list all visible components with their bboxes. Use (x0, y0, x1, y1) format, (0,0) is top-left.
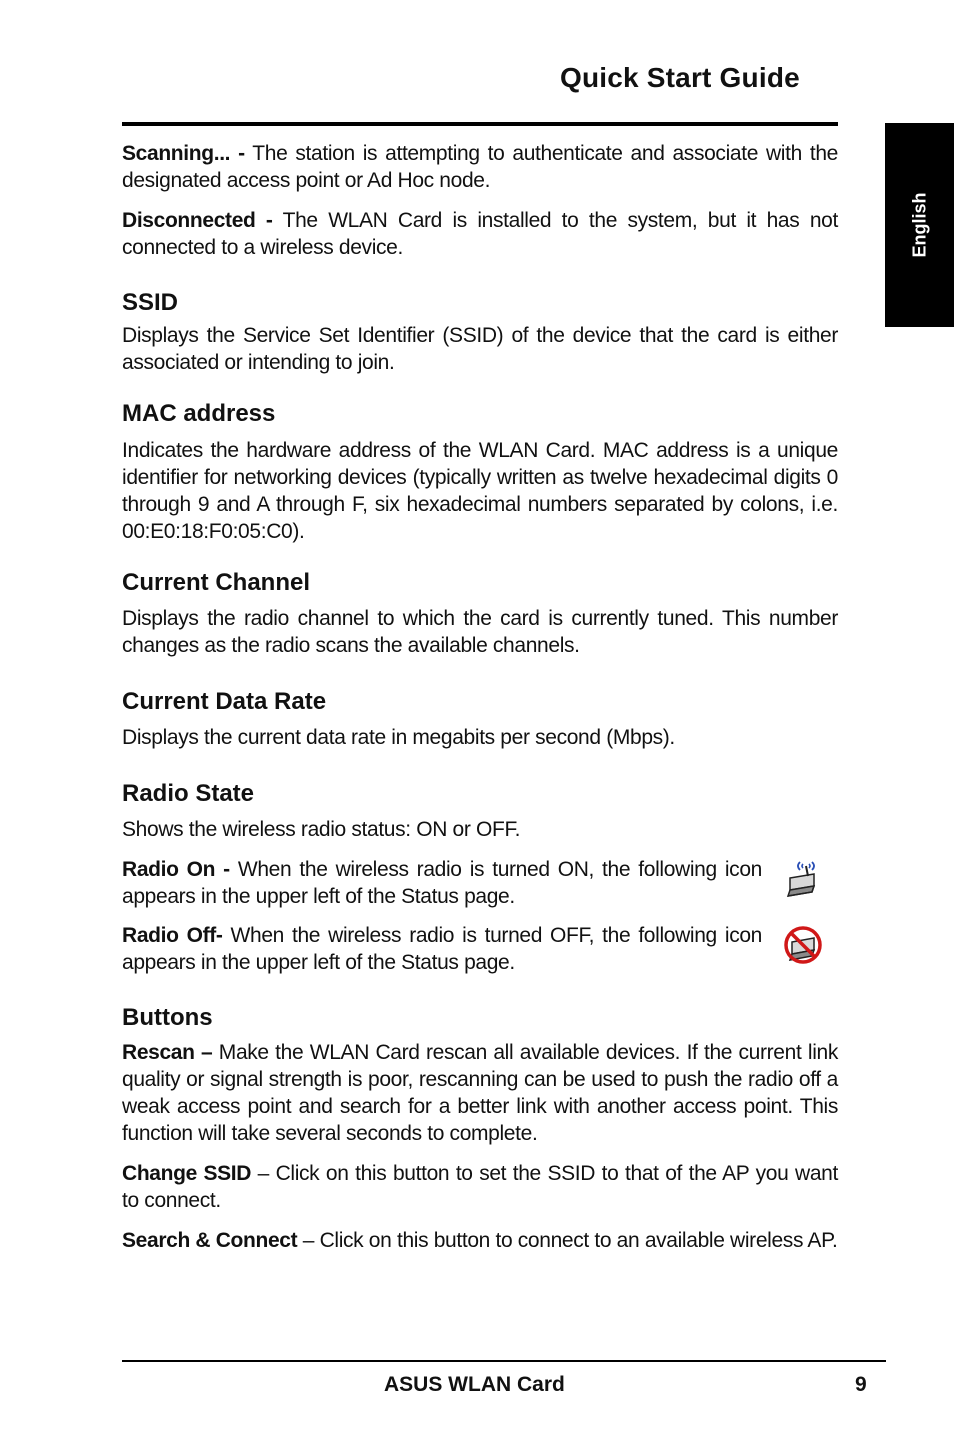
buttons-heading: Buttons (122, 1004, 213, 1031)
mac-text: Indicates the hardware address of the WLAN Card. MAC address is a unique identifier for networking devices (typically written as twelve hexadecimal digits 0 through 9 and A through F, six hexadecimal numbers separated by colons, i.e. 00:E0:18:F0:05:C0). (122, 439, 838, 543)
ssid-text: Displays the Service Set Identifier (SSID) of the device that the card is either associated or intending to join. (122, 324, 838, 374)
scanning-term: Scanning... - (122, 142, 245, 165)
disconnected-text: The WLAN Card is installed to the system, but it has not connected to a wireless device. (122, 209, 838, 259)
channel-text: Displays the radio channel to which the card is currently tuned. This number changes as the radio scans the available channels. (122, 607, 838, 657)
page-content (122, 140, 838, 1254)
search-connect-term: Search & Connect (122, 1229, 298, 1252)
radio-text: Shows the wireless radio status: ON or OFF. (122, 818, 521, 841)
rescan-paragraph (122, 1039, 838, 1147)
radio-off-term: Radio Off- (122, 924, 223, 947)
radio-on-row (122, 856, 838, 910)
search-connect-text: – Click on this button to connect to an available wireless AP. (297, 1229, 838, 1252)
disconnected-paragraph (122, 207, 838, 261)
page-header-title: Quick Start Guide (560, 62, 800, 93)
channel-heading: Current Channel (122, 569, 311, 596)
radio-off-text: When the wireless radio is turned OFF, the following icon appears in the upper left of the Status page. (122, 924, 763, 974)
radio-heading: Radio State (122, 780, 255, 807)
radio-on-term: Radio On - (122, 858, 230, 881)
scanning-paragraph (122, 140, 838, 194)
language-tab (885, 123, 954, 327)
search-connect-paragraph (122, 1227, 838, 1254)
mac-heading: MAC address (122, 400, 276, 427)
radio-off-icon (762, 922, 838, 970)
rescan-term: Rescan – (122, 1041, 213, 1064)
rescan-text: Make the WLAN Card rescan all available devices. If the current link quality or signal strength is poor, rescanning can be used to push the radio off a weak access point and search for a better link with another access point. This function will take several seconds to complete. (122, 1041, 838, 1145)
rate-heading: Current Data Rate (122, 688, 327, 715)
disconnected-term: Disconnected - (122, 209, 273, 232)
radio-on-icon (762, 856, 838, 904)
header-rule (122, 122, 838, 126)
rate-text: Displays the current data rate in megabits per second (Mbps). (122, 726, 675, 749)
change-ssid-text: – Click on this button to set the SSID to that of the AP you want to connect. (122, 1162, 838, 1212)
page-number: 9 (855, 1373, 867, 1396)
footer-title: ASUS WLAN Card (384, 1373, 565, 1396)
language-tab-label: English (909, 192, 929, 258)
radio-on-text: When the wireless radio is turned ON, the following icon appears in the upper left of the Status page. (122, 858, 762, 908)
radio-off-paragraph (122, 922, 762, 976)
ssid-heading: SSID (122, 289, 179, 316)
change-ssid-term: Change SSID (122, 1162, 252, 1185)
scanning-text: The station is attempting to authenticate and associate with the designated access point or Ad Hoc node. (122, 142, 838, 192)
radio-on-paragraph (122, 856, 762, 910)
change-ssid-paragraph (122, 1160, 838, 1214)
radio-off-row (122, 922, 838, 976)
footer-rule (122, 1360, 886, 1362)
